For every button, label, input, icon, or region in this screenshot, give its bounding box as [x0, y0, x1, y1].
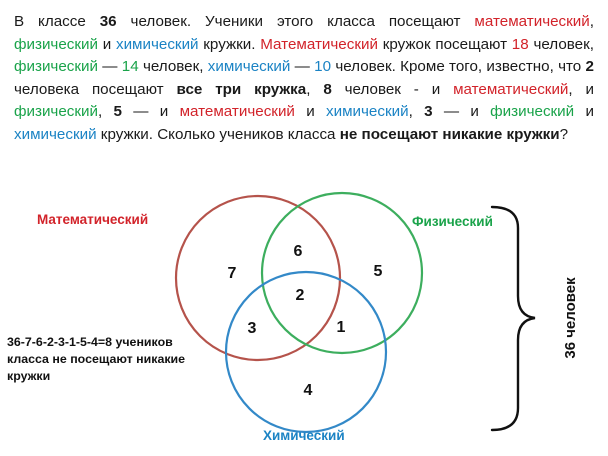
problem-segment: кружки.	[198, 35, 261, 53]
total-label: 36 человек	[562, 277, 579, 359]
problem-segment: математический	[453, 80, 569, 98]
problem-segment: кружок посещают	[377, 35, 512, 53]
region-physics-chemistry: 1	[336, 319, 346, 336]
problem-segment: химический	[326, 103, 409, 121]
problem-segment: математический	[179, 103, 295, 121]
problem-segment: человека посещают	[14, 80, 177, 98]
problem-segment: 18	[511, 35, 529, 53]
problem-segment: 14	[121, 58, 139, 76]
region-chemistry-only: 4	[303, 382, 313, 399]
problem-segment: физический	[14, 35, 98, 53]
problem-segment: кружки. Сколько учеников класса	[96, 125, 340, 143]
problem-segment: физический	[14, 103, 98, 121]
physics-label: Физический	[412, 214, 493, 229]
problem-segment: 2	[585, 58, 594, 76]
problem-segment: —	[290, 58, 315, 76]
problem-segment: 8	[323, 80, 332, 98]
problem-segment: не посещают никакие кружки	[339, 125, 560, 143]
total-brace	[492, 207, 535, 430]
problem-segment: физический	[14, 58, 98, 76]
region-math-only: 7	[227, 265, 237, 282]
problem-segment: и	[294, 103, 327, 121]
problem-segment: ?	[559, 125, 569, 143]
chemistry-circle	[226, 272, 386, 432]
problem-segment: человек,	[528, 35, 594, 53]
problem-segment: 3	[424, 103, 433, 121]
problem-segment: и	[98, 35, 116, 53]
problem-segment: математический	[474, 13, 590, 30]
solution-text: 36-7-6-2-3-1-5-4=8 учеников класса не посещают никакие кружки	[7, 335, 186, 383]
problem-segment: 36	[99, 13, 117, 30]
problem-segment: химический	[14, 125, 97, 143]
problem-segment: — и	[121, 103, 180, 121]
region-physics-only: 5	[373, 263, 383, 280]
problem-segment: ,	[306, 80, 324, 98]
problem-segment: , и	[568, 80, 594, 98]
problem-segment: человек - и	[331, 80, 454, 98]
problem-segment: человек,	[138, 58, 208, 76]
problem-segment: химический	[207, 58, 291, 76]
problem-segment: человек. Кроме того, известно, что	[331, 58, 586, 76]
region-math-chemistry: 3	[247, 320, 257, 337]
problem-segment: химический	[115, 35, 199, 53]
problem-segment: 5	[113, 103, 122, 121]
problem-segment: физический	[490, 103, 575, 121]
region-math-physics: 6	[293, 243, 303, 260]
problem-segment: В классе	[14, 13, 100, 30]
problem-segment: человек. Ученики этого класса посещают	[116, 13, 475, 30]
problem-segment: —	[98, 58, 122, 76]
problem-segment: — и	[432, 103, 491, 121]
problem-segment: ,	[98, 103, 114, 121]
problem-segment: ,	[408, 103, 425, 121]
problem-segment: ,	[589, 13, 595, 30]
problem-segment: 10	[314, 58, 332, 76]
chemistry-label: Химический	[263, 428, 345, 443]
problem-segment: и	[574, 103, 594, 121]
math-label: Математический	[37, 212, 149, 227]
problem-segment: Математический	[260, 35, 378, 53]
region-all-three: 2	[295, 287, 305, 304]
problem-segment: все три кружка	[176, 80, 307, 98]
